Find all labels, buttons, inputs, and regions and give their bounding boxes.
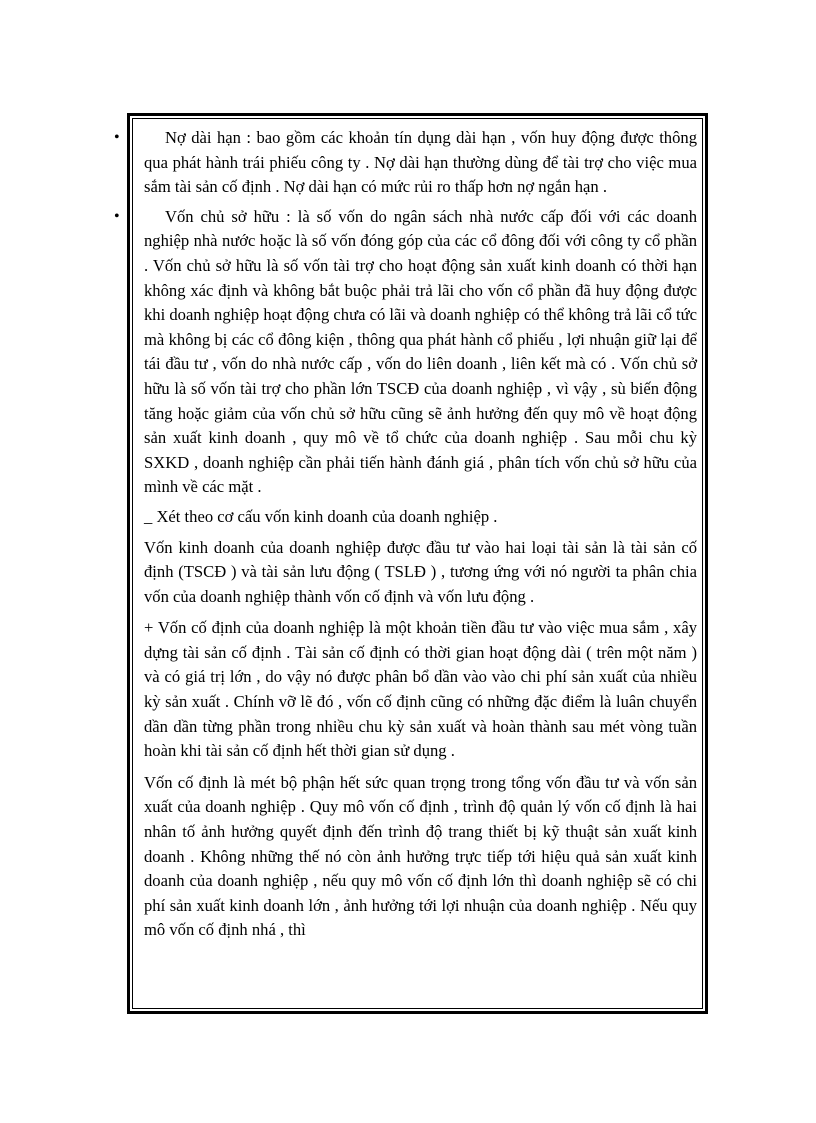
- bullet-text: Nợ dài hạn : bao gồm các khoản tín dụng dài hạn , vốn huy động được thông qua phát hành trái phiếu công ty . Nợ dài hạn thường dùng để tài trợ cho việc mua sắm tài sản cố định . Nợ dài hạn có mức rủi ro thấp hơn nợ ngắn hạn .: [144, 128, 697, 197]
- section-heading-capital-structure: _ Xét theo cơ cấu vốn kinh doanh của doanh nghiệp .: [144, 506, 498, 526]
- page-inner-border: [114, 118, 703, 1009]
- document-body: [114, 126, 697, 950]
- paragraph-fixed-capital-importance: Vốn cố định là mét bộ phận hết sức quan trọng trong tổng vốn đầu tư và vốn sản xuất của doanh nghiệp . Quy mô vốn cố định , trình độ quản lý vốn cố định là hai nhân tố ảnh hưởng quyết định đến trình độ trang thiết bị kỹ thuật sản xuất kinh doanh . Không những thế nó còn ảnh hưởng trực tiếp tới hiệu quả sản xuất kinh doanh của doanh nghiệp , nếu quy mô vốn cố định lớn thì doanh nghiệp sẽ có chi phí sản xuất kinh doanh lớn , ảnh hưởng tới lợi nhuận của doanh nghiệp . Nếu quy mô vốn cố định nhá , thì: [144, 772, 697, 940]
- bullet-text: Vốn chủ sở hữu : là số vốn do ngân sách nhà nước cấp đối với các doanh nghiệp nhà nước hoặc là số vốn đóng góp của các cổ đông đối với công ty cổ phần . Vốn chủ sở hữu là số vốn tài trợ cho hoạt động sản xuất kinh doanh có thời hạn không xác định và không bắt buộc phải trả lãi cho vốn cổ phần đã huy động được khi doanh nghiệp hoạt động chưa có lãi và doanh nghiệp có thể không trả lãi cổ tức mà không bị các cổ đông kiện , thông qua phát hành cổ phiếu , lợi nhuận giữ lại để tái đầu tư , vốn do nhà nước cấp , vốn do liên doanh , liên kết mà có . Vốn chủ sở hữu là số vốn tài trợ cho phần lớn TSCĐ của doanh nghiệp , vì vậy , sù biến động tăng hoặc giảm của vốn chủ sở hữu cũng sẽ ảnh hưởng đến quy mô về hoạt động sản xuất kinh doanh , quy mô về tổ chức của doanh nghiệp . Sau mỗi chu kỳ SXKD , doanh nghiệp cần phải tiến hành đánh giá , phân tích vốn chủ sở hữu của mình về các mặt .: [144, 206, 697, 497]
- bullet-item-owner-equity: [114, 205, 697, 500]
- bullet-icon: •: [114, 207, 120, 225]
- page-border-frame: [114, 113, 708, 1014]
- paragraph-business-capital: Vốn kinh doanh của doanh nghiệp được đầu tư vào hai loại tài sản là tài sản cố định (TSCĐ ) và tài sản lưu động ( TSLĐ ) , tương ứng với nó người ta phân chia vốn của doanh nghiệp thành vốn cố định và vốn lưu động .: [144, 537, 697, 606]
- paragraph-fixed-capital-definition: + Vốn cố định của doanh nghiệp là một khoản tiền đầu tư vào việc mua sắm , xây dựng tài sản cố định . Tài sản cố định có thời gian hoạt động dài ( trên một năm ) và có giá trị lớn , do vậy nó được phân bổ dần vào vào chi phí sản xuất của nhiều kỳ sản xuất . Chính vỡ lẽ đó , vốn cố định cũng có những đặc điểm là luân chuyển dần dần từng phần trong nhiều chu kỳ sản xuất và hoàn thành sau mét vòng tuần hoàn khi tài sản cố định hết thời gian sử dụng .: [144, 618, 697, 761]
- bullet-icon: •: [114, 129, 120, 146]
- bullet-item-long-term-debt: [114, 126, 697, 200]
